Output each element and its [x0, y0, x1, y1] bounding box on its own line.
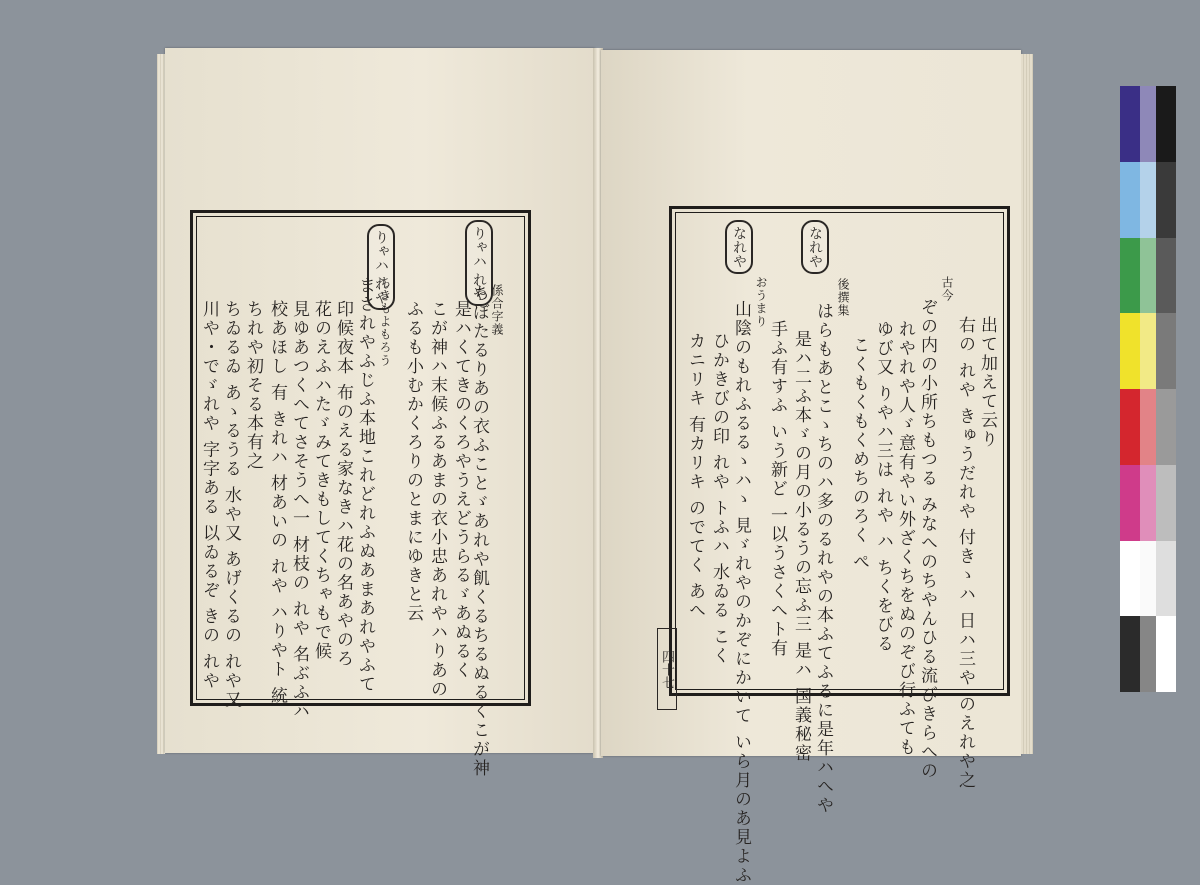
right-badge-2: なれや	[725, 220, 753, 274]
color-swatch	[1120, 86, 1140, 162]
open-book	[165, 48, 1035, 885]
left-col-12: ちゐるゐ あゝるうる 水や又 あげくるの れや又	[221, 300, 241, 710]
right-col-8: はらもあとこゝちのハ多のるれやの本ふてふるに是年ハへや	[813, 302, 833, 815]
left-col-2: 是ハくてきのくろやうえどうらるゞあぬるく	[451, 300, 471, 680]
left-col-6: まされやふじふ本地これどれふぬあまあれやふて	[355, 276, 375, 694]
grey-swatch	[1156, 313, 1176, 389]
right-col-12: 山陰のもれふるるゝハゝ 見ゞれやのかぞにかいて いら月のあ見よふ	[731, 300, 751, 885]
right-col-4: れやれや人ゞ意有やい外ざくちをぬのぞび行ふても	[895, 320, 915, 757]
right-col-0: 出て加えて云り	[977, 316, 997, 449]
color-swatch-light	[1140, 313, 1156, 389]
right-col-5: ゆび又 りやハ三は れや ハ ちくをびる	[873, 320, 893, 654]
right-page	[601, 50, 1021, 885]
left-col-8: 花のえふハたゞみてきもしてくちゃもで候	[311, 300, 331, 661]
color-swatch-light	[1140, 162, 1156, 238]
right-col-9: 是ハ二ふ本ゞの月の小るうの忘ふ三 是ハ 国義秘密	[791, 330, 811, 763]
right-col-10: 手ふ有すふ いう新ど 一以うさくへト有	[767, 320, 787, 658]
color-swatch	[1120, 389, 1140, 465]
grey-swatch	[1156, 86, 1176, 162]
color-swatch	[1120, 162, 1140, 238]
folio-number: 四十七	[657, 628, 677, 710]
right-col-13: ひかきびの印 れや トふハ 水ゐる こく	[709, 332, 729, 666]
left-col-0: 係合字義	[490, 284, 504, 336]
left-col-4: ふるも小むかくろりのとまにゆきと云	[403, 300, 423, 623]
left-col-10: 校あほし 有 きれハ 材あいの れや ハりやト 統	[267, 300, 287, 706]
right-col-2: 古今	[940, 276, 954, 302]
grey-swatch	[1156, 541, 1176, 617]
color-swatch-light	[1140, 238, 1156, 314]
left-col-3: こが神ハ末候ふるあまの衣小忠あれやハりあの	[427, 300, 447, 699]
color-calibration-chart	[1120, 86, 1176, 692]
color-swatch	[1120, 313, 1140, 389]
color-swatch	[1120, 541, 1140, 617]
color-swatch-light	[1140, 616, 1156, 692]
right-col-11: おうまり	[754, 276, 768, 328]
left-badge-1: りゃハ れや	[465, 220, 493, 306]
right-col-6: こくもくもくめちのろく ぺ	[849, 336, 869, 572]
left-col-5: ちきもよもろう	[378, 276, 392, 367]
right-col-7: 後撰集	[836, 278, 850, 317]
left-col-1: ちぼたるりあの衣ふことゞあれや飢くるちるぬるくこが神	[469, 284, 489, 778]
left-page-edge	[157, 54, 165, 754]
color-swatch-light	[1140, 389, 1156, 465]
grey-swatch	[1156, 389, 1176, 465]
left-page	[165, 48, 595, 778]
grey-swatch	[1156, 238, 1176, 314]
left-col-7: 印候夜本 布のえる家なきハ花の名あやのろ	[333, 300, 353, 669]
left-col-13: 川や・でゞれや 字字ある 以ゐるぞ きの れや	[199, 300, 219, 691]
left-badge-2: りゃハ れや	[367, 224, 395, 310]
right-col-3: ぞの内の小所ちもつる みなへのちやんひる流びきらへの	[917, 298, 937, 781]
color-swatch-light	[1140, 541, 1156, 617]
color-swatch	[1120, 465, 1140, 541]
right-badge-1: なれや	[801, 220, 829, 274]
right-col-14: カニリキ 有カリキ のでてく あへ	[685, 332, 705, 621]
right-page-edge	[1021, 54, 1033, 754]
color-swatch-light	[1140, 465, 1156, 541]
color-swatch-light	[1140, 86, 1156, 162]
grey-swatch	[1156, 616, 1176, 692]
grey-swatch	[1156, 162, 1176, 238]
grey-swatch	[1156, 465, 1176, 541]
color-swatch	[1120, 238, 1140, 314]
color-swatch	[1120, 616, 1140, 692]
left-col-9: 見ゆあつくへてさそうへ一 材枝の れや 名ぶふハ	[289, 300, 309, 722]
right-col-1: 右の れや きゅうだれや 付きゝハ 日ハ三や のえれや之	[955, 316, 975, 791]
left-col-11: ちれや初そる本有之	[243, 300, 263, 471]
